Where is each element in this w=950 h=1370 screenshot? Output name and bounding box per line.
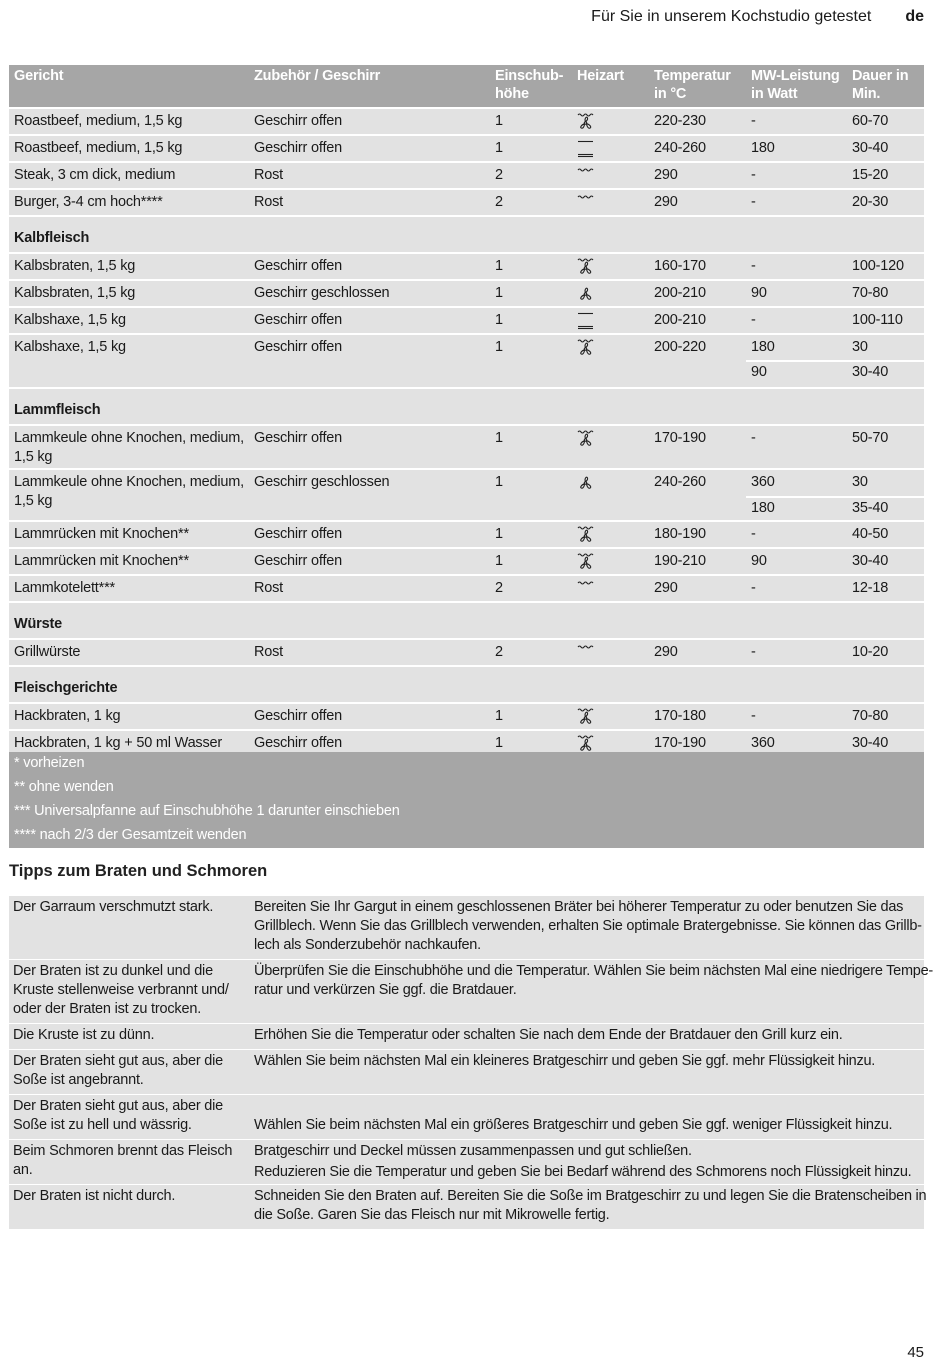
duration: 15-20 (852, 167, 889, 183)
duration: 30-40 (852, 735, 889, 751)
column-header-dish: Gericht (14, 68, 64, 84)
section-row (9, 603, 924, 638)
grill-fan-icon (577, 526, 595, 544)
shelf-level: 2 (495, 194, 503, 210)
duration: 35-40 (852, 500, 889, 516)
table-row (9, 281, 924, 306)
duration: 50-70 (852, 430, 889, 446)
page-number: 45 (907, 1344, 924, 1361)
grill-icon (577, 194, 595, 212)
shelf-level: 1 (495, 708, 503, 724)
microwave-power: 360 (751, 474, 775, 490)
dish-name: Lammrücken mit Knochen** (14, 553, 189, 569)
accessory: Geschirr offen (254, 140, 343, 156)
shelf-level: 1 (495, 140, 503, 156)
footnote: *** Universalpfanne auf Einschubhöhe 1 darunter einschieben (14, 803, 400, 819)
column-header-duration: Dauer in Min. (852, 68, 909, 102)
tips-heading: Tipps zum Braten und Schmoren (9, 862, 268, 880)
tip-row (9, 1140, 924, 1184)
microwave-power: 180 (751, 339, 775, 355)
grill-fan-icon (577, 553, 595, 571)
tip-problem: Der Braten sieht gut aus, aber die Soße ist zu hell und wässrig. (13, 1098, 224, 1133)
accessory: Geschirr geschlossen (254, 474, 390, 490)
shelf-level: 1 (495, 526, 503, 542)
microwave-power: - (751, 708, 756, 724)
dish-name: Hackbraten, 1 kg + 50 ml Wasser (14, 735, 223, 751)
tip-row (9, 896, 924, 959)
sub-row-divider (746, 496, 924, 498)
section-heading: Kalbfleisch (14, 230, 90, 246)
duration: 30-40 (852, 140, 889, 156)
duration: 30 (852, 474, 868, 490)
dish-name: Roastbeef, medium, 1,5 kg (14, 140, 183, 156)
fan-icon (577, 474, 595, 492)
section-heading: Fleischgerichte (14, 680, 118, 696)
tip-solution: Wählen Sie beim nächsten Mal ein kleineres Bratgeschirr und geben Sie ggf. mehr Flüssigkeit hinzu. (254, 1053, 876, 1069)
tip-solution: Überprüfen Sie die Einschubhöhe und die Temperatur. Wählen Sie beim nächsten Mal eine niedrigere Tempe- ratur und verkürzen Sie ggf. die Bratdauer. (254, 963, 934, 998)
microwave-power: - (751, 644, 756, 660)
microwave-power: 360 (751, 735, 775, 751)
footnote: **** nach 2/3 der Gesamtzeit wenden (14, 827, 247, 843)
microwave-power: - (751, 194, 756, 210)
table-row (9, 308, 924, 333)
dish-name: Hackbraten, 1 kg (14, 708, 121, 724)
running-header-title: Für Sie in unserem Kochstudio getestet (591, 8, 872, 25)
tip-row (9, 1185, 927, 1229)
temperature: 170-190 (654, 430, 706, 446)
tip-row (9, 1024, 924, 1049)
microwave-power: - (751, 430, 756, 446)
tip-solution: Bereiten Sie Ihr Gargut in einem geschlossenen Bräter bei höherer Temperatur zu oder benutzen Sie das Grillblech. Wenn Sie das Grillblech verwenden, erhalten Sie optimale Bratergebnisse. Sie können das Grillb- lech als Sonderzubehör nachkaufen. (254, 899, 922, 953)
shelf-level: 1 (495, 735, 503, 751)
microwave-power: - (751, 167, 756, 183)
tip-problem: Beim Schmoren brennt das Fleisch an. (13, 1143, 233, 1178)
grill-fan-icon (577, 113, 595, 131)
microwave-power: - (751, 113, 756, 129)
temperature: 240-260 (654, 474, 706, 490)
tip-problem: Der Garraum verschmutzt stark. (13, 899, 214, 915)
microwave-power: - (751, 580, 756, 596)
section-heading: Würste (14, 616, 62, 632)
table-row (9, 576, 924, 601)
column-header-accessory: Zubehör / Geschirr (254, 68, 381, 84)
temperature: 200-220 (654, 339, 706, 355)
accessory: Rost (254, 580, 284, 596)
accessory: Geschirr offen (254, 430, 343, 446)
shelf-level: 1 (495, 312, 503, 328)
accessory: Rost (254, 167, 284, 183)
shelf-level: 2 (495, 580, 503, 596)
tip-problem: Die Kruste ist zu dünn. (13, 1027, 155, 1043)
microwave-power: 180 (751, 140, 775, 156)
language-tag: de (905, 8, 924, 25)
dish-name: Grillwürste (14, 644, 81, 660)
duration: 30-40 (852, 364, 889, 380)
accessory: Geschirr offen (254, 113, 343, 129)
accessory: Geschirr offen (254, 339, 343, 355)
running-header (591, 8, 924, 26)
temperature: 200-210 (654, 312, 706, 328)
dish-name: Kalbsbraten, 1,5 kg (14, 285, 136, 301)
microwave-power: 90 (751, 364, 767, 380)
grill-fan-icon (577, 430, 595, 448)
dish-name: Kalbshaxe, 1,5 kg (14, 312, 126, 328)
accessory: Geschirr offen (254, 708, 343, 724)
dish-name: Kalbsbraten, 1,5 kg (14, 258, 136, 274)
dish-name: Burger, 3-4 cm hoch**** (14, 194, 163, 210)
accessory: Geschirr offen (254, 258, 343, 274)
accessory: Geschirr offen (254, 526, 343, 542)
dish-name: Lammkeule ohne Knochen, medium, (14, 430, 244, 446)
accessory: Geschirr offen (254, 553, 343, 569)
tip-solution: Bratgeschirr und Deckel müssen zusammenpassen und gut schließen. Reduzieren Sie die Temperatur und geben Sie bei Bedarf während des Schmorens noch Flüssigkeit hinzu. (254, 1143, 912, 1180)
temperature: 170-190 (654, 735, 706, 751)
dish-name: Lammrücken mit Knochen** (14, 526, 189, 542)
accessory: Geschirr offen (254, 312, 343, 328)
duration: 10-20 (852, 644, 889, 660)
microwave-power: 90 (751, 285, 767, 301)
accessory: Rost (254, 644, 284, 660)
top-bottom-heat-icon (577, 312, 595, 330)
dish-name: Lammkotelett*** (14, 580, 115, 596)
footnote: * vorheizen (14, 755, 85, 771)
duration: 12-18 (852, 580, 889, 596)
tip-solution: Schneiden Sie den Braten auf. Bereiten Sie die Soße im Bratgeschirr zu und legen Sie die Bratenscheiben in die Soße. Garen Sie das Fleisch nur mit Mikrowelle fertig. (254, 1188, 927, 1223)
table-row (9, 640, 924, 665)
temperature: 290 (654, 167, 678, 183)
duration: 30 (852, 339, 868, 355)
dish-name: Kalbshaxe, 1,5 kg (14, 339, 126, 355)
duration: 20-30 (852, 194, 889, 210)
section-row (9, 667, 924, 702)
shelf-level: 1 (495, 285, 503, 301)
microwave-power: 180 (751, 500, 775, 516)
dish-name: Lammkeule ohne Knochen, medium, (14, 474, 244, 490)
temperature: 290 (654, 644, 678, 660)
accessory: Geschirr offen (254, 735, 343, 751)
tip-row (9, 1050, 924, 1094)
dish-name: Roastbeef, medium, 1,5 kg (14, 113, 183, 129)
column-header-heating: Heizart (577, 68, 624, 84)
tip-solution: Wählen Sie beim nächsten Mal ein größeres Bratgeschirr und geben Sie ggf. weniger Flüssigkeit hinzu. (254, 1117, 893, 1133)
column-header-level: Einschub- höhe (495, 68, 564, 102)
column-header-temperature: Temperatur in °C (654, 68, 731, 102)
dish-name: Steak, 3 cm dick, medium (14, 167, 176, 183)
grill-icon (577, 580, 595, 598)
shelf-level: 1 (495, 474, 503, 490)
column-header-microwave: MW-Leistung in Watt (751, 68, 840, 102)
grill-fan-icon (577, 258, 595, 276)
dish-name: 1,5 kg (14, 493, 53, 509)
shelf-level: 2 (495, 167, 503, 183)
section-heading: Lammfleisch (14, 402, 101, 418)
duration: 40-50 (852, 526, 889, 542)
grill-fan-icon (577, 735, 595, 753)
grill-fan-icon (577, 708, 595, 726)
footnotes-box (9, 752, 924, 848)
temperature: 180-190 (654, 526, 706, 542)
duration: 30-40 (852, 553, 889, 569)
shelf-level: 1 (495, 553, 503, 569)
tip-row (9, 960, 934, 1023)
tip-row (9, 1095, 924, 1139)
duration: 100-120 (852, 258, 904, 274)
accessory: Rost (254, 194, 284, 210)
shelf-level: 2 (495, 644, 503, 660)
microwave-power: - (751, 526, 756, 542)
fan-icon (577, 285, 595, 303)
temperature: 200-210 (654, 285, 706, 301)
temperature: 190-210 (654, 553, 706, 569)
microwave-power: - (751, 312, 756, 328)
grill-icon (577, 167, 595, 185)
microwave-power: - (751, 258, 756, 274)
grill-icon (577, 644, 595, 662)
duration: 70-80 (852, 285, 889, 301)
duration: 70-80 (852, 708, 889, 724)
footnote: ** ohne wenden (14, 779, 114, 795)
section-row (9, 217, 924, 252)
shelf-level: 1 (495, 258, 503, 274)
section-row (9, 389, 924, 424)
shelf-level: 1 (495, 113, 503, 129)
duration: 100-110 (852, 312, 903, 328)
temperature: 220-230 (654, 113, 706, 129)
duration: 60-70 (852, 113, 889, 129)
temperature: 160-170 (654, 258, 706, 274)
sub-row-divider (746, 360, 924, 362)
temperature: 290 (654, 580, 678, 596)
table-row (9, 704, 924, 729)
dish-name: 1,5 kg (14, 449, 53, 465)
grill-fan-icon (577, 339, 595, 357)
temperature: 290 (654, 194, 678, 210)
tip-problem: Der Braten ist zu dunkel und die Kruste stellenweise verbrannt und/ oder der Braten ist zu trocken. (13, 963, 229, 1017)
temperature: 170-180 (654, 708, 706, 724)
accessory: Geschirr geschlossen (254, 285, 390, 301)
shelf-level: 1 (495, 339, 503, 355)
tip-solution: Erhöhen Sie die Temperatur oder schalten Sie nach dem Ende der Bratdauer den Grill kurz ein. (254, 1027, 843, 1043)
microwave-power: 90 (751, 553, 767, 569)
table-row (9, 254, 924, 279)
tip-problem: Der Braten ist nicht durch. (13, 1188, 176, 1204)
top-bottom-heat-icon (577, 140, 595, 158)
temperature: 240-260 (654, 140, 706, 156)
shelf-level: 1 (495, 430, 503, 446)
tip-problem: Der Braten sieht gut aus, aber die Soße ist angebrannt. (13, 1053, 224, 1088)
